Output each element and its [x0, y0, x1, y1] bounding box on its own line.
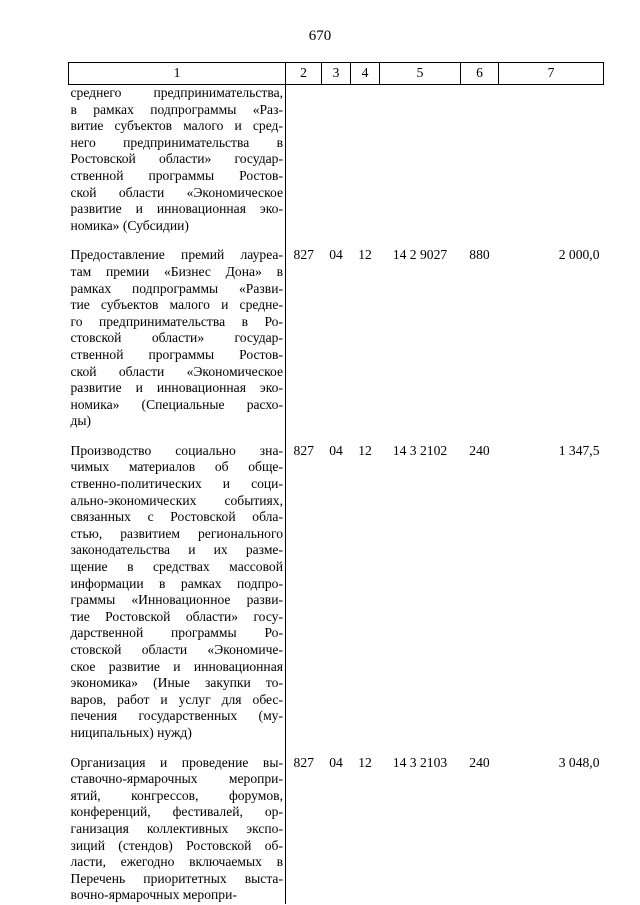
description-line: ниципальных) нужд)	[70, 724, 192, 740]
column-header-3: 3	[322, 63, 351, 85]
page-number: 670	[308, 28, 332, 44]
description-line: стовской области «Экономиче-	[70, 642, 283, 657]
description-line: витие субъектов малого и сред-	[70, 118, 283, 134]
description-line: ской области «Экономическое	[70, 363, 283, 379]
ministry-code	[286, 85, 322, 235]
description-line: чимых материалов об обще-	[70, 459, 283, 475]
description-line: ятий, конгрессов, форумов,	[70, 787, 283, 803]
column-header-6: 6	[461, 63, 499, 85]
description-line: среднего предпринимательства,	[70, 85, 283, 100]
description-line: конференций, фестивалей, ор-	[70, 804, 283, 820]
description-line: ганизация коллективных экспо-	[70, 820, 283, 836]
amount: 3 048,0	[558, 754, 600, 770]
target-article-code	[380, 85, 461, 235]
description-line: го предпринимательства в Ро-	[70, 313, 283, 329]
description-line: Перечень приоритетных выста-	[70, 870, 283, 886]
description-line: Производство социально зна-	[70, 442, 283, 458]
column-header-4: 4	[351, 63, 380, 85]
description-line: ское развитие и инновационная	[70, 658, 283, 674]
ministry-code: 827	[293, 247, 314, 263]
table-row	[69, 234, 604, 430]
description-line: рамках подпрограммы «Разви-	[70, 280, 283, 296]
row-description	[69, 430, 286, 742]
row-description	[69, 85, 286, 235]
subsection-code: 12	[358, 442, 372, 458]
amount	[499, 85, 604, 235]
target-article-code: 14 3 2102	[392, 442, 448, 458]
description-line: печения государственных (му-	[70, 708, 283, 724]
expense-type-code: 240	[469, 754, 490, 770]
section-code: 04	[329, 754, 343, 770]
expense-type-code: 240	[469, 442, 490, 458]
description-line: развитие и инновационная эко-	[70, 201, 283, 217]
description-line: зиций (стендов) Ростовской об-	[70, 837, 283, 853]
description-line: щение в средствах массовой	[70, 559, 283, 575]
description-line: ственной программы Ростов-	[70, 346, 283, 362]
description-line: дарственной программы Ро-	[70, 625, 283, 641]
description-line: него предпринимательства в	[70, 134, 283, 150]
description-line: стью, развитием регионального	[70, 525, 283, 541]
ministry-code: 827	[293, 754, 314, 770]
expense-type-code	[461, 85, 499, 235]
description-line: информации в рамках подпро-	[70, 575, 283, 591]
budget-table	[68, 62, 604, 904]
description-line: номика» (Субсидии)	[70, 217, 189, 233]
table-header-row	[69, 63, 604, 85]
description-line: граммы «Инновационное разви-	[70, 592, 283, 608]
description-line: законодательства и их разме-	[70, 542, 283, 558]
subsection-code: 12	[358, 247, 372, 263]
target-article-code: 14 2 9027	[392, 247, 448, 263]
table-row	[69, 85, 604, 235]
description-line: там премии «Бизнес Дона» в	[70, 263, 283, 279]
description-line: Предоставление премий лауреа-	[70, 247, 283, 263]
description-line: ды)	[70, 413, 92, 429]
expense-type-code: 880	[469, 247, 490, 263]
description-line: ласти, ежегодно включаемых в	[70, 854, 283, 870]
row-description	[69, 234, 286, 430]
description-line: номика» (Специальные расхо-	[70, 396, 283, 412]
description-line: ставочно-ярмарочных меропри-	[70, 771, 283, 787]
ministry-code: 827	[293, 442, 314, 458]
description-line: развитие и инновационная эко-	[70, 380, 283, 396]
row-description	[69, 742, 286, 904]
description-line: ственной программы Ростов-	[70, 167, 283, 183]
description-line: ской области «Экономическое	[70, 184, 283, 200]
description-line: ально-экономических событиях,	[70, 492, 283, 508]
description-line: экономика» (Иные закупки то-	[70, 675, 283, 691]
description-line: связанных с Ростовской обла-	[70, 509, 283, 525]
description-line: тие субъектов малого и средне-	[70, 297, 283, 313]
column-header-1: 1	[69, 63, 286, 85]
column-header-5: 5	[380, 63, 461, 85]
description-line: ственно-политических и соци-	[70, 476, 283, 492]
amount: 1 347,5	[558, 442, 600, 458]
section-code: 04	[329, 442, 343, 458]
description-line: Ростовской области» государ-	[70, 151, 283, 167]
description-line: в рамках подпрограммы «Раз-	[70, 101, 283, 117]
table-row	[69, 742, 604, 904]
description-line: стовской области» государ-	[70, 330, 283, 346]
subsection-code: 12	[358, 754, 372, 770]
description-line: Организация и проведение вы-	[70, 754, 283, 770]
table-row	[69, 430, 604, 742]
description-line: вочно-ярмарочных меропри-	[70, 887, 237, 903]
amount: 2 000,0	[558, 247, 600, 263]
description-line: тие Ростовской области» госу-	[70, 608, 283, 624]
subsection-code	[351, 85, 380, 235]
column-header-2: 2	[286, 63, 322, 85]
description-line: варов, работ и услуг для обес-	[70, 691, 283, 707]
table-body	[69, 85, 604, 904]
section-code: 04	[329, 247, 343, 263]
target-article-code: 14 3 2103	[392, 754, 448, 770]
column-header-7: 7	[499, 63, 604, 85]
section-code	[322, 85, 351, 235]
